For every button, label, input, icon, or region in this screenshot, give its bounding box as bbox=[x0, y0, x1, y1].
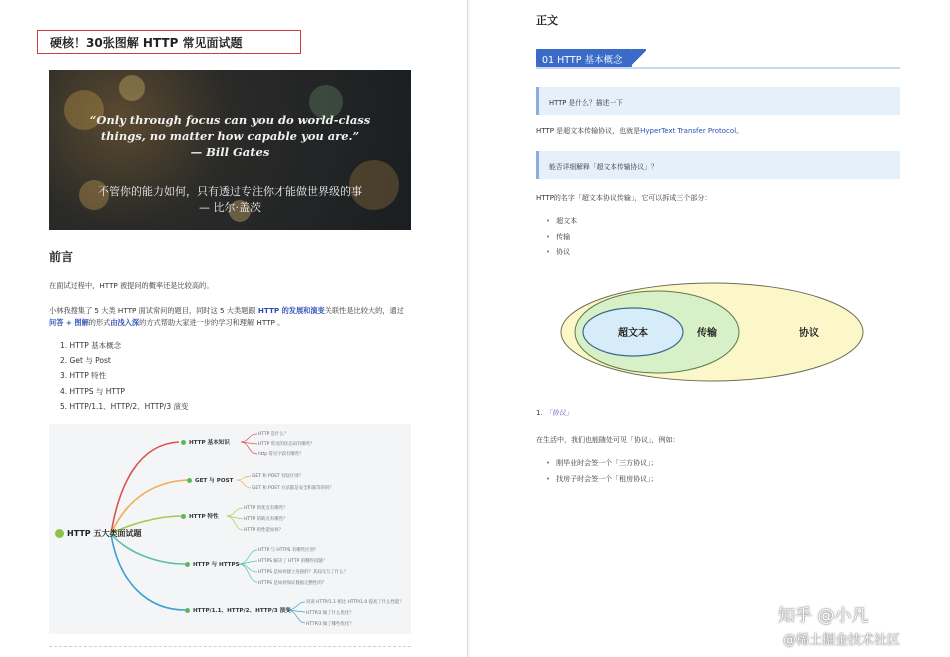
watermark-zhihu: 知乎 @小凡 bbox=[778, 606, 869, 626]
mindmap-leaf: HTTP 是什么？ bbox=[258, 432, 289, 437]
mindmap-branch: HTTP 基本知识 bbox=[181, 438, 230, 446]
list-item: • 协议 bbox=[546, 245, 577, 261]
section-rule bbox=[536, 67, 900, 69]
root-dot-icon bbox=[55, 529, 64, 538]
mindmap-leaf: http 常见字段有哪些？ bbox=[258, 452, 304, 457]
diagram-label-middle: 传输 bbox=[697, 328, 717, 339]
branch-dot-icon bbox=[181, 440, 186, 445]
nested-ellipse-diagram bbox=[559, 281, 865, 383]
mindmap-figure bbox=[49, 424, 411, 634]
parts-list bbox=[546, 214, 577, 261]
answer-paragraph-3: 在生活中，我们也能随处可见「协议」，例如： bbox=[536, 436, 680, 444]
mindmap-leaf: 说说 HTTP/1.1 相比 HTTP/1.0 提高了什么性能？ bbox=[306, 600, 404, 605]
quote-banner bbox=[49, 70, 411, 230]
mindmap-leaf: HTTPS 解决了 HTTP 的哪些问题？ bbox=[258, 559, 327, 564]
preface-paragraph-2: 小林我搜集了 5 大类 HTTP 面试常问的题目，同时这 5 大类题跟 HTTP 的发展和演变关联性是比较大的，通过问答 + 图解的形式由浅入深的方式帮助大家进一步的学习和理解 HTTP 。 bbox=[49, 306, 404, 327]
mindmap-leaf: HTTP 的优点有哪些？ bbox=[244, 506, 288, 511]
watermark-juejin: @稀土掘金技术社区 bbox=[783, 633, 901, 648]
mindmap-branch: HTTP/1.1、HTTP/2、HTTP/3 演变 bbox=[185, 606, 291, 614]
mindmap-branch: HTTP 与 HTTPS bbox=[185, 560, 240, 568]
mindmap-root: HTTP 五大类面试题 bbox=[55, 528, 141, 539]
branch-dot-icon bbox=[185, 562, 190, 567]
list-item: • 传输 bbox=[546, 230, 577, 246]
quote-english: “Only through focus can you do world-class things, no matter how capable you are.” — Bill Gates bbox=[89, 113, 371, 159]
preface-paragraph-1: 在面试过程中，HTTP 被提问的概率还是比较高的。 bbox=[49, 281, 214, 290]
branch-dot-icon bbox=[181, 514, 186, 519]
mindmap-leaf: HTTPS 是如何保证数据完整性的？ bbox=[258, 581, 327, 586]
list-item: • 找房子时会签一个「租房协议」； bbox=[546, 472, 658, 488]
mindmap-leaf: HTTP 与 HTTPS 有哪些区别？ bbox=[258, 548, 319, 553]
subheading-protocol: 1. 「协议」 bbox=[536, 409, 573, 417]
document-title: 硬核！30张图解 HTTP 常见面试题 bbox=[37, 30, 301, 54]
question-box-2: 能否详细解释「超文本传输协议」？ bbox=[536, 151, 900, 179]
page-bottom-divider bbox=[49, 646, 411, 647]
left-page bbox=[0, 0, 468, 657]
answer-paragraph-2: HTTP的名字「超文本协议传输」，它可以拆成三个部分： bbox=[536, 194, 712, 202]
question-box-1: HTTP 是什么？描述一下 bbox=[536, 87, 900, 115]
mindmap-leaf: HTTP/2 做了什么优化？ bbox=[306, 611, 354, 616]
topic-list bbox=[60, 338, 189, 414]
answer-paragraph-1: HTTP 是超文本传输协议，也就是HyperText Transfer Protocol。 bbox=[536, 127, 744, 135]
list-item: 4. HTTPS 与 HTTP bbox=[60, 386, 125, 396]
mindmap-leaf: HTTPS 是如何建立连接的？其间交互了什么？ bbox=[258, 570, 349, 575]
mindmap-branch: HTTP 特性 bbox=[181, 512, 219, 520]
section-tag: 01 HTTP 基本概念 bbox=[536, 49, 632, 67]
diagram-label-inner: 超文本 bbox=[618, 328, 648, 339]
list-item: 2. Get 与 Post bbox=[60, 356, 111, 366]
examples-list bbox=[546, 456, 658, 487]
list-item: 1. HTTP 基本概念 bbox=[60, 341, 122, 350]
section-tag-tail bbox=[632, 49, 646, 67]
diagram-label-outer: 协议 bbox=[799, 328, 819, 339]
list-item: 3. HTTP 特性 bbox=[60, 371, 107, 381]
right-page bbox=[470, 0, 950, 657]
mindmap-branch: GET 与 POST bbox=[187, 476, 233, 484]
body-heading: 正文 bbox=[536, 14, 558, 27]
branch-dot-icon bbox=[185, 608, 190, 613]
mindmap-leaf: HTTP/3 做了哪些优化？ bbox=[306, 622, 354, 627]
branch-dot-icon bbox=[187, 478, 192, 483]
mindmap-leaf: GET 和 POST 方法都是安全和幂等的吗？ bbox=[252, 486, 334, 491]
list-item: • 超文本 bbox=[546, 214, 577, 230]
list-item: 5. HTTP/1.1、HTTP/2、HTTP/3 演变 bbox=[60, 401, 189, 411]
list-item: • 刚毕业时会签一个「三方协议」； bbox=[546, 456, 658, 472]
mindmap-leaf: HTTP 的缺点有哪些？ bbox=[244, 517, 288, 522]
preface-heading: 前言 bbox=[49, 250, 74, 264]
quote-chinese: 不管你的能力如何，只有透过专注你才能做世界级的事 — 比尔·盖茨 bbox=[98, 185, 362, 214]
mindmap-leaf: HTTP 的性能如何？ bbox=[244, 528, 283, 533]
mindmap-leaf: GET 和 POST 有啥区别？ bbox=[252, 474, 303, 479]
mindmap-leaf: HTTP 常见的状态码有哪些？ bbox=[258, 442, 315, 447]
